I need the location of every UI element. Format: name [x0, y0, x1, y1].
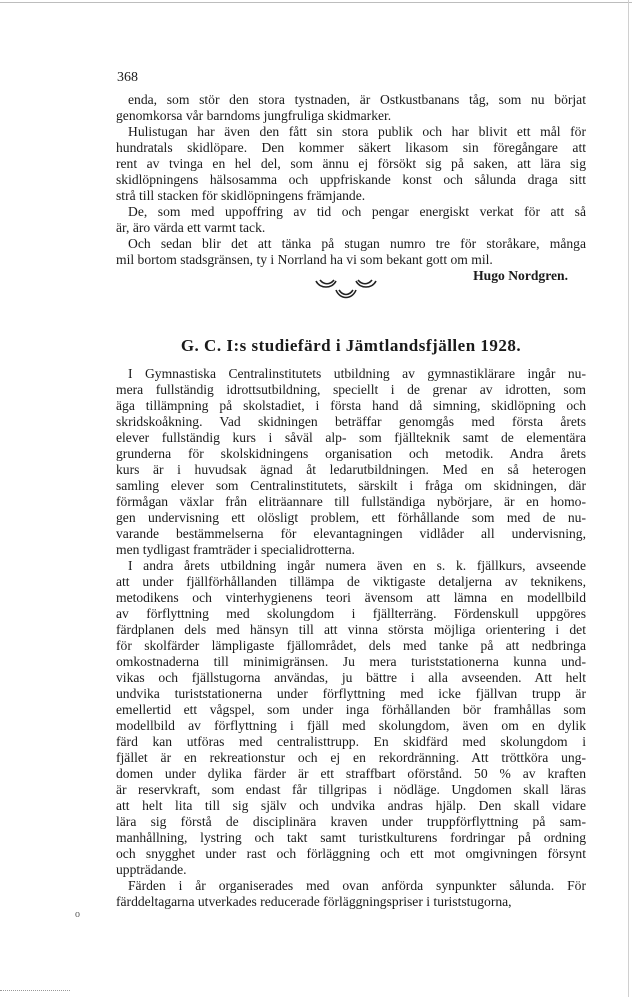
text-line: färddeltagarna utverkades reducerade förläggningspriser i turiststugorna,: [116, 894, 512, 909]
text-line: fjället är en rekreationstur och ej en rekordränning. Att tröttköra ung-: [116, 750, 586, 765]
text-line: mil bortom stadsgränsen, ty i Norrland ha vi som bekant gott om mil.: [116, 252, 493, 267]
text-line: förmågan växlar från eliträannare till fullständiga nybörjare, är en homo-: [116, 494, 586, 509]
article-headline: G. C. I:s studiefärd i Jämtlandsfjällen 1928.: [180, 336, 522, 355]
text-line: lära sig förstå de disciplinära kraven under truppförflyttning på sam-: [116, 814, 586, 829]
article-body: [116, 366, 586, 910]
text-line: mera fullständig idrottsutbildning, speciellt i de grenar av idrotten, som: [116, 382, 586, 397]
text-line: äga tillämpning på skolstadiet, i första hand då simning, skidlöpning och: [116, 398, 586, 413]
text-line: kurs är i huvudsak ägnad åt ledarutbildningen. Med en så heterogen: [116, 462, 586, 477]
text-line: I Gymnastiska Centralinstitutets utbildning av gymnastiklärare ingår nu-: [128, 366, 586, 381]
text-line: av förflyttning med skolungdom i fjällterräng. Fördenskull uppgöres: [116, 606, 586, 621]
text-line: gen undervisning ett olösligt problem, ett förhållande som med de nu-: [116, 510, 586, 525]
text-line: rent av tvinga en hel del, som ännu ej försökt sig på saken, att lära sig: [116, 156, 586, 171]
text-line: Och sedan blir det att tänka på stugan numro tre för storåkare, många: [128, 236, 586, 251]
text-line: att under fjällförhållanden tillämpa de viktigaste detaljerna av teknikens,: [116, 574, 586, 589]
text-line: för skolfärder lämpligaste fjällområdet, dels med tanke på att nedbringa: [116, 638, 586, 653]
text-line: samling elever som Centralinstitutets, särskilt i fråga om skidningen, där: [116, 478, 586, 493]
text-line: Färden i år organiserades med ovan anförda synpunkter sålunda. För: [128, 878, 586, 893]
text-line: strå till stacken för skidlöpningens främjande.: [116, 188, 366, 203]
text-line: men tydligast framträder i specialidrotterna.: [116, 542, 355, 557]
text-line: elever fullständig kurs i såväl alp- som fjällteknik samt de elementära: [116, 430, 586, 445]
text-line: Hulistugan har även den fått sin stora publik och har blivit ett mål för: [128, 124, 586, 139]
closing-article-text: [116, 92, 586, 284]
text-line: skridskoåkning. Vad skidningen beträffar genomgås med första årets: [116, 414, 586, 429]
right-border-line: [628, 0, 629, 997]
text-line: undvika turiststationerna under förflyttning med icke fjällvan trupp är: [116, 686, 586, 701]
text-line: skidlöpningens hälsosamma och uppfriskande konst och sålunda draga sitt: [116, 172, 586, 187]
stray-mark: o: [75, 909, 80, 920]
text-line: metodikens och vinterhygienens teori ävensom att lämna en modellbild: [116, 590, 586, 605]
text-line: är, äro värda ett varmt tack.: [116, 220, 266, 235]
text-line: emellertid ett vågspel, som under inga förhållanden bör framhållas som: [116, 702, 586, 717]
top-border-line: [0, 2, 632, 3]
decorative-ornament-icon: [310, 274, 382, 302]
text-line: att helt lita till sig själv och undvika andras hjälp. Den skall vidare: [116, 798, 586, 813]
text-line: uppträdande.: [116, 862, 187, 877]
text-line: grunderna för skolskidningens organisation och metodik. Andra årets: [116, 446, 586, 461]
text-line: I andra årets utbildning ingår numera även en s. k. fjällkurs, avseende: [128, 558, 586, 573]
text-line: De, som med uppoffring av tid och pengar energiskt verkat för att så: [128, 204, 586, 219]
text-line: omkostnaderna till minimigränsen. Ju mera turiststationerna kunna und-: [116, 654, 586, 669]
page-number: 368: [117, 70, 138, 85]
text-line: färd kan utföras med centralisttrupp. En skidfärd med skolungdom i: [116, 734, 586, 749]
text-line: manhållning, lystring och takt samt turistkulturens fordringar på ordning: [116, 830, 586, 845]
author-signature: Hugo Nordgren.: [473, 268, 568, 283]
text-line: domen under dylika färder är ett straffbart oförstånd. 50 % av kraften: [116, 766, 586, 781]
text-line: är reservkraft, som endast får tillgripas i nödläge. Ungdomen skall läras: [116, 782, 586, 797]
text-line: varande bestämmelserna för elevantagningen vidlåder all undervisning,: [116, 526, 586, 541]
text-line: genomkorsa vår barndoms jungfruliga skidmarker.: [116, 108, 392, 123]
text-line: enda, som stör den stora tystnaden, är Ostkustbanans tåg, som nu börjat: [128, 92, 586, 107]
text-line: hundratals skidlöpare. Den kommer säkert likasom sin föregångare att: [116, 140, 586, 155]
text-line: vikas och fjällstugorna användas, ju bättre i alla avseenden. Att helt: [116, 670, 586, 685]
scan-artifact: [0, 990, 70, 995]
text-line: modellbild av förflyttning i fjäll med skolungdom, även om en dylik: [116, 718, 586, 733]
text-line: och snygghet under rast och förläggning och ett mot omgivningen försynt: [116, 846, 586, 861]
text-line: färdplanen dels med hänsyn till att vinna största möjliga orientering i det: [116, 622, 586, 637]
